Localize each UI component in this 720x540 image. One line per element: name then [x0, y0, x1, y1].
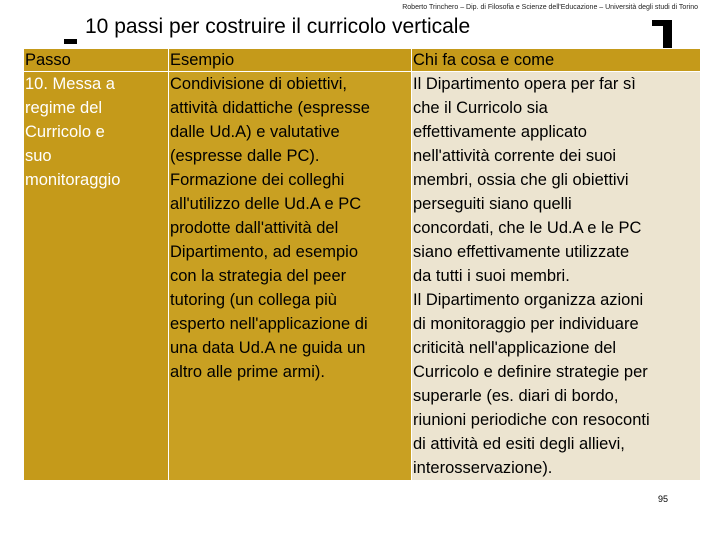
- cell-chi-fa-cosa: [412, 72, 701, 481]
- header-credit: Roberto Trinchero – Dip. di Filosofia e Scienze dell'Educazione – Università degli studi di Torino: [402, 4, 698, 11]
- university-logo-icon: [652, 20, 672, 48]
- steps-table: [23, 48, 701, 481]
- cell-chi-fa-cosa-text: Il Dipartimento opera per far sì che il Curricolo sia effettivamente applicato nell'attività corrente dei suoi membri, ossia che gli obiettivi perseguiti siano quelli concordati, che le Ud.A e le PC siano effettivamente utilizzate da tutti i suoi membri. Il Dipartimento organizza azioni di monitoraggio per individuare criticità nell'applicazione del Curricolo e definire strategie per superarle (es. diari di bordo, riunioni periodiche con resoconti di attività ed esiti degli allievi, interosservazione).: [413, 75, 650, 477]
- slide-title: 10 passi per costruire il curricolo verticale: [85, 15, 471, 38]
- column-header-chi-fa-cosa: Chi fa cosa e come: [412, 49, 701, 72]
- column-header-passo: Passo: [24, 49, 169, 72]
- cell-passo-text: 10. Messa a regime del Curricolo e suo monitoraggio: [25, 75, 121, 189]
- page-number: 95: [658, 494, 669, 504]
- cell-passo: [24, 72, 169, 481]
- title-bar-decoration: [64, 39, 77, 44]
- cell-esempio: [169, 72, 412, 481]
- column-header-esempio: Esempio: [169, 49, 412, 72]
- table-header-row: [24, 49, 701, 72]
- cell-esempio-text: Condivisione di obiettivi, attività didattiche (espresse dalle Ud.A) e valutative (espresse dalle PC). Formazione dei colleghi all'utilizzo delle Ud.A e PC prodotte dall'attività del Dipartimento, ad esempio con la strategia del peer tutoring (un collega più esperto nell'applicazione di una data Ud.A ne guida un altro alle prime armi).: [170, 75, 370, 381]
- table-row: [24, 72, 701, 481]
